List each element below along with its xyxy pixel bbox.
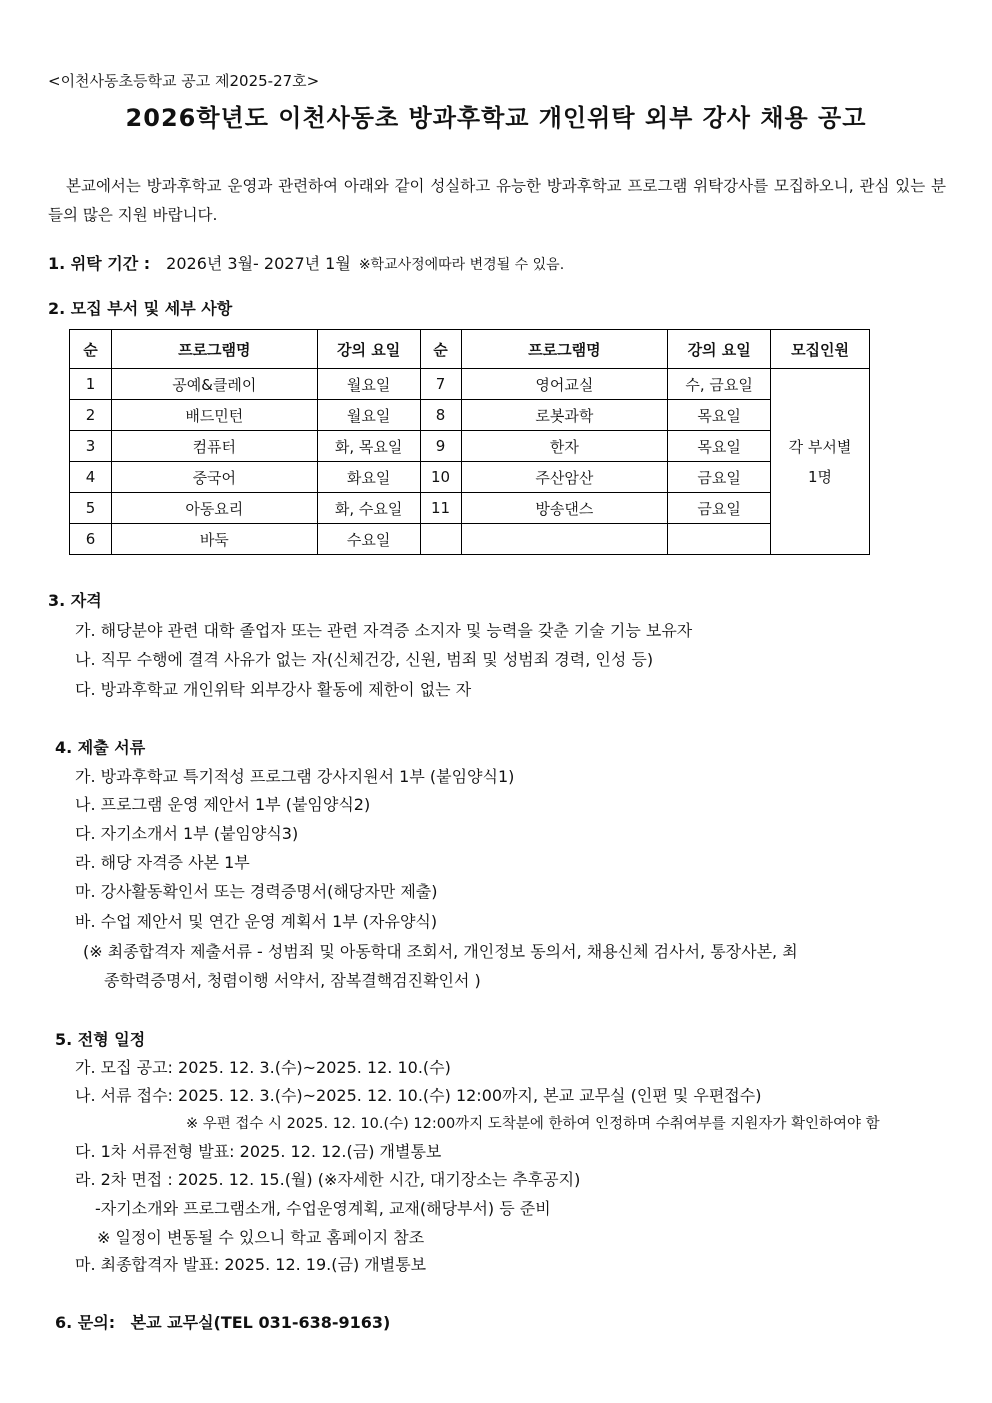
cell-no: 10 [420, 462, 461, 493]
document-item: 다. 자기소개서 1부 (붙임양식3) [75, 824, 299, 843]
period-section [48, 251, 564, 274]
cell-program: 영어교실 [461, 369, 668, 400]
recruit-heading: 2. 모집 부서 및 세부 사항 [48, 299, 233, 318]
intro-paragraph: 본교에서는 방과후학교 운영과 관련하여 아래와 같이 성실하고 유능한 방과후학교 프로그램 위탁강사를 모집하오니, 관심 있는 분들의 많은 지원 바랍니다. [48, 177, 946, 224]
cell-day: 화, 수요일 [317, 493, 420, 524]
cell-day: 금요일 [668, 493, 771, 524]
document-item: 나. 프로그램 운영 제안서 1부 (붙임양식2) [75, 795, 371, 814]
header-program: 프로그램명 [111, 330, 317, 369]
cell-day: 화, 목요일 [317, 431, 420, 462]
table-header-row [70, 330, 870, 369]
schedule-heading: 5. 전형 일정 [55, 1030, 146, 1049]
cell-day: 수요일 [317, 524, 420, 555]
cell-day: 목요일 [668, 400, 771, 431]
documents-heading: 4. 제출 서류 [55, 738, 146, 757]
table-row [70, 462, 870, 493]
header-day: 강의 요일 [317, 330, 420, 369]
cell-program: 아동요리 [111, 493, 317, 524]
schedule-item: 나. 서류 접수: 2025. 12. 3.(수)~2025. 12. 10.(수) 12:00까지, 본교 교무실 (인편 및 우편접수) [75, 1086, 762, 1105]
cell-no: 6 [70, 524, 112, 555]
cell-program: 공예&클레이 [111, 369, 317, 400]
schedule-note: ※ 일정이 변동될 수 있으니 학교 홈페이지 참조 [97, 1228, 425, 1247]
header-no: 순 [70, 330, 112, 369]
headcount-line1: 각 부서별 [788, 437, 852, 456]
period-heading: 1. 위탁 기간 : [48, 254, 151, 273]
cell-no: 5 [70, 493, 112, 524]
period-note: ※학교사정에따라 변경될 수 있음. [358, 257, 565, 273]
page-title: 2026학년도 이천사동초 방과후학교 개인위탁 외부 강사 채용 공고 [125, 104, 867, 132]
cell-day [668, 524, 771, 555]
document-item: 마. 강사활동확인서 또는 경력증명서(해당자만 제출) [75, 882, 438, 901]
cell-no: 2 [70, 400, 112, 431]
headcount-line2: 1명 [808, 467, 833, 486]
schedule-item: 라. 2차 면접 : 2025. 12. 15.(월) (※자세한 시간, 대기장소는 추후공지) [75, 1170, 581, 1189]
table-row [70, 400, 870, 431]
schedule-sub: -자기소개와 프로그램소개, 수업운영계획, 교재(해당부서) 등 준비 [95, 1199, 551, 1218]
header-program: 프로그램명 [461, 330, 668, 369]
schedule-item: 다. 1차 서류전형 발표: 2025. 12. 12.(금) 개별통보 [75, 1142, 442, 1161]
cell-program [461, 524, 668, 555]
cell-day: 월요일 [317, 400, 420, 431]
cell-no: 4 [70, 462, 112, 493]
cell-day: 목요일 [668, 431, 771, 462]
contact-section [55, 1310, 390, 1333]
schedule-note: ※ 우편 접수 시 2025. 12. 10.(수) 12:00까지 도착분에 한하여 인정하며 수취여부를 지원자가 확인하여야 함 [186, 1116, 880, 1132]
header-day: 강의 요일 [668, 330, 771, 369]
cell-no: 9 [420, 431, 461, 462]
qualification-heading: 3. 자격 [48, 591, 102, 610]
cell-program: 바둑 [111, 524, 317, 555]
cell-no: 3 [70, 431, 112, 462]
document-item: 라. 해당 자격증 사본 1부 [75, 853, 250, 872]
table-row [70, 524, 870, 555]
qualification-item: 가. 해당분야 관련 대학 졸업자 또는 관련 자격증 소지자 및 능력을 갖춘 기술 기능 보유자 [75, 621, 693, 640]
contact-value: 본교 교무실(TEL 031-638-9163) [130, 1313, 391, 1332]
period-value: 2026년 3월- 2027년 1월 [166, 254, 351, 273]
table-row [70, 369, 870, 400]
cell-day: 화요일 [317, 462, 420, 493]
documents-note-line1: (※ 최종합격자 제출서류 - 성범죄 및 아동학대 조회서, 개인정보 동의서, 채용신체 검사서, 통장사본, 최 [83, 942, 798, 961]
document-item: 바. 수업 제안서 및 연간 운영 계획서 1부 (자유양식) [75, 912, 438, 931]
cell-no: 8 [420, 400, 461, 431]
cell-no [420, 524, 461, 555]
cell-program: 로봇과학 [461, 400, 668, 431]
program-table [69, 329, 870, 555]
cell-no: 1 [70, 369, 112, 400]
header-no: 순 [420, 330, 461, 369]
cell-headcount [771, 369, 870, 555]
header-headcount: 모집인원 [771, 330, 870, 369]
schedule-item: 가. 모집 공고: 2025. 12. 3.(수)~2025. 12. 10.(수) [75, 1058, 451, 1077]
table-row [70, 431, 870, 462]
contact-heading: 6. 문의: [55, 1313, 116, 1332]
documents-note-line2: 종학력증명서, 청렴이행 서약서, 잠복결핵검진확인서 ) [104, 971, 481, 990]
cell-no: 11 [420, 493, 461, 524]
qualification-item: 나. 직무 수행에 결격 사유가 없는 자(신체건강, 신원, 범죄 및 성범죄 경력, 인성 등) [75, 650, 654, 669]
cell-program: 컴퓨터 [111, 431, 317, 462]
table-row [70, 493, 870, 524]
cell-day: 월요일 [317, 369, 420, 400]
cell-no: 7 [420, 369, 461, 400]
cell-program: 주산암산 [461, 462, 668, 493]
cell-program: 중국어 [111, 462, 317, 493]
qualification-item: 다. 방과후학교 개인위탁 외부강사 활동에 제한이 없는 자 [75, 680, 472, 699]
cell-day: 수, 금요일 [668, 369, 771, 400]
cell-day: 금요일 [668, 462, 771, 493]
document-item: 가. 방과후학교 특기적성 프로그램 강사지원서 1부 (붙임양식1) [75, 767, 515, 786]
notice-number: <이천사동초등학교 공고 제2025-27호> [48, 72, 320, 90]
cell-program: 방송댄스 [461, 493, 668, 524]
cell-program: 한자 [461, 431, 668, 462]
schedule-item: 마. 최종합격자 발표: 2025. 12. 19.(금) 개별통보 [75, 1255, 427, 1274]
cell-program: 배드민턴 [111, 400, 317, 431]
